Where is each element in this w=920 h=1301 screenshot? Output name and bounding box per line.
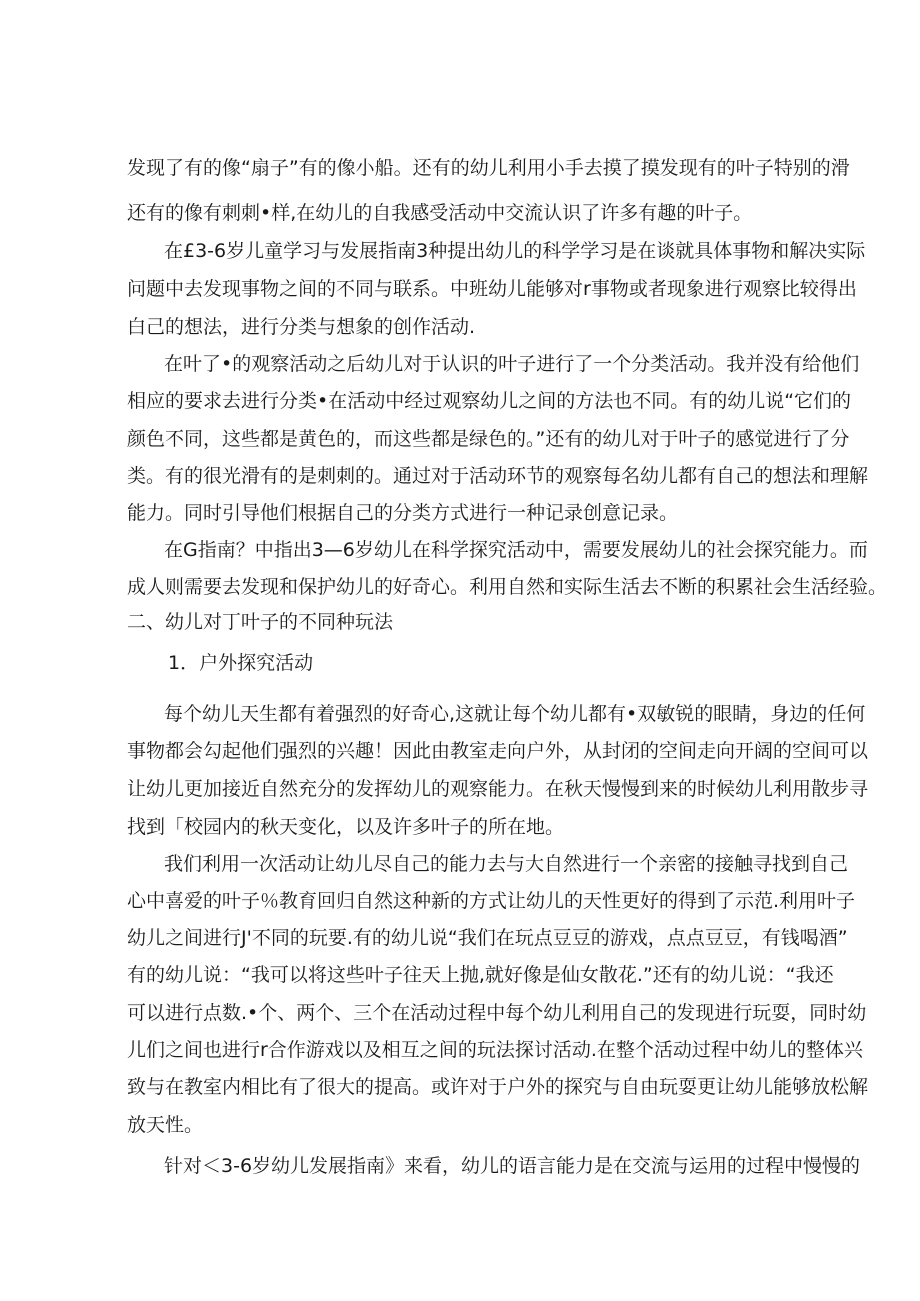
- text-line: 白己的想法，进行分类与想象的创作活动.: [127, 316, 476, 338]
- text-line: 能力。同时引导他们根据自己的分类方式进行一种记录创意记录。: [127, 502, 679, 524]
- paragraph-first-line: 在叶了•的观察活动之后幼儿对于认识的叶子进行了一个分类活动。我并没有给他们: [164, 353, 860, 375]
- subsection-heading: 1．户外探究活动: [168, 652, 314, 674]
- text-line: 事物都会勾起他们强烈的兴趣！因此由教室走向户外，从封闭的空间走向开阔的空间可以: [127, 740, 869, 762]
- paragraph-first-line: 在£3-6岁儿童学习与发展指南3种提出幼儿的科学学习是在谈就具体事物和解决实际: [164, 240, 866, 262]
- text-line: 儿们之间也进行r合作游戏以及相互之间的玩法探讨活动.在整个活动过程中幼儿的整体兴: [127, 1039, 863, 1061]
- text-line: 相应的要求去进行分类•在活动中经过观察幼儿之间的方法也不同。有的幼儿说“它们的: [127, 390, 852, 412]
- text-line: 类。有的很光滑有的是刺刺的。通过对于活动环节的观察每名幼儿都有自己的想法和理解: [127, 465, 869, 487]
- paragraph-first-line: 我们利用一次活动让幼儿尽自己的能力去与大自然进行一个亲密的接触寻找到自己: [164, 853, 849, 875]
- paragraph-first-line: 针对＜3-6岁幼儿发展指南》来看，幼儿的语言能力是在交流与运用的过程中慢慢的: [164, 1155, 861, 1177]
- text-line: 幼儿之间进行J'不同的玩要.有的幼儿说“我们在玩点豆豆的游戏，点点豆豆，有钱喝酒”: [127, 927, 848, 949]
- text-line: 让幼儿更加接近自然充分的发挥幼儿的观察能力。在秋天慢慢到来的时候幼儿利用散步寻: [127, 778, 869, 800]
- paragraph-first-line: 每个幼儿天生都有着强烈的好奇心,这就让每个幼儿都有•双敏锐的眼睛，身边的任何: [164, 703, 866, 725]
- text-line: 成人则需要去发现和保护幼儿的好奇心。利用自然和实际生活去不断的积累社会生活经验。: [127, 576, 888, 598]
- text-line: 有的幼儿说：“我可以将这些叶子往天上抛,就好像是仙女散花.”还有的幼儿说：“我还: [127, 964, 834, 986]
- text-line: 找到「校园内的秋天变化，以及许多叶子的所在地。: [127, 816, 565, 838]
- text-line: 颜色不同，这些都是黄色的，而这些都是绿色的。”还有的幼儿对于叶子的感觉进行了分: [127, 428, 850, 450]
- text-line: 致与在教室内相比有了很大的提高。或许对于户外的探究与自由玩耍更让幼儿能够放松解: [127, 1076, 869, 1098]
- text-line: 还有的像有刺刺•样,在幼儿的自我感受活动中交流认识了许多有趣的叶子。: [127, 202, 753, 224]
- text-line: 放天性。: [127, 1114, 204, 1136]
- text-line: 发现了有的像“扇子”有的像小船。还有的幼儿利用小手去摸了摸发现有的叶子特别的滑: [127, 157, 850, 179]
- text-line: 问题中去发现事物之间的不同与联系。中班幼儿能够对r事物或者现象进行观察比较得出: [127, 278, 857, 300]
- section-heading: 二、幼儿对丁叶子的不同种玩法: [127, 611, 394, 633]
- text-line: 可以进行点数.•个、两个、三个在活动过程中每个幼儿利用自己的发现进行玩耍，同时幼: [127, 1002, 867, 1024]
- paragraph-first-line: 在G指南？中指出3—6岁幼儿在科学探究活动中，需要发展幼儿的社会探究能力。而: [164, 539, 868, 561]
- text-line: 心中喜爱的叶子％教育回归自然这种新的方式让幼儿的天性更好的得到了示范.利用叶子: [127, 890, 856, 912]
